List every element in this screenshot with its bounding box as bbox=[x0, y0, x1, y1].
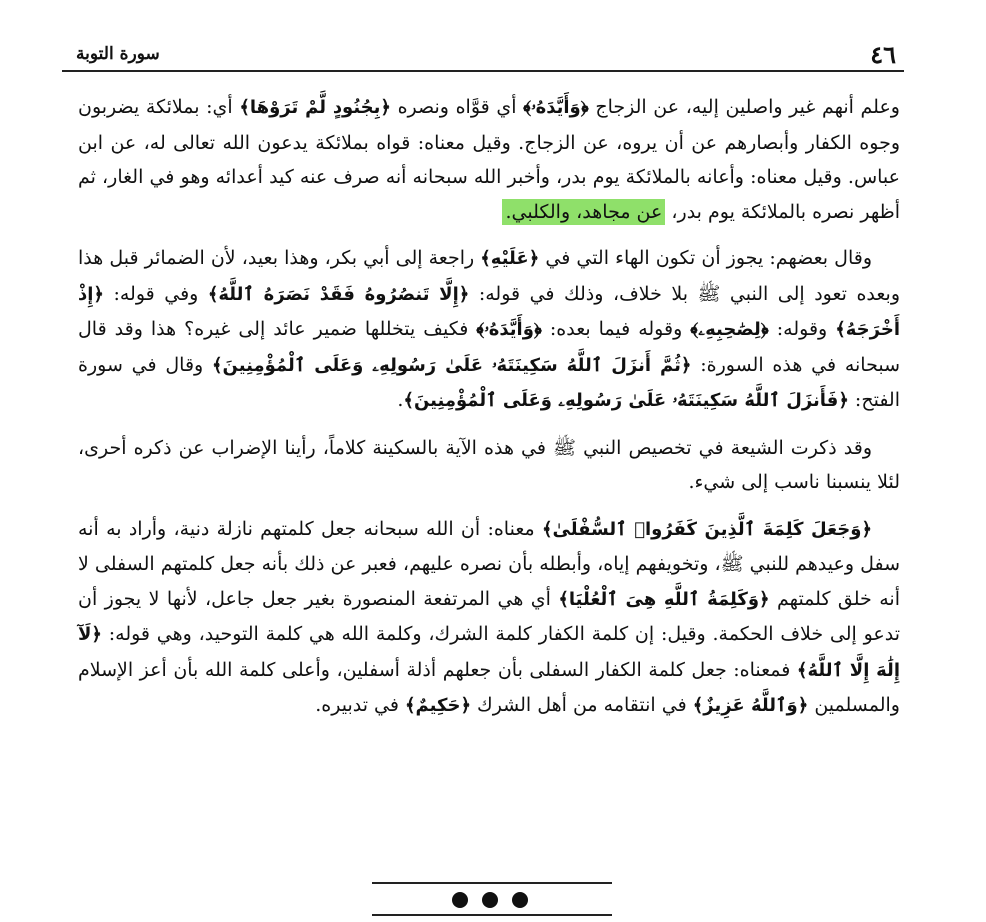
text-segment: معناه: أن الله سبحانه جعل كلمتهم نازلة دنية، وأراد به أنه سفل وعيدهم للنبي ﷺ، وتخويفهم إياه، وأبطله بأن نصره عليهم، فعبر عن ذلك بأنه جعل كلمتهم السفلى لا أنه خلق كلمتهم bbox=[78, 517, 900, 610]
paragraph bbox=[78, 90, 900, 229]
quran-quote: ﴿إِلَّا تَنصُرُوهُ فَقَدْ نَصَرَهُ ٱللَّهُ﴾ bbox=[207, 283, 470, 305]
text-segment: أي هي المرتفعة المنصورة بغير جعل جاعل، لأنها لا يجوز أن تدعو إلى خلاف الحكمة. وقيل: إن كلمة الكفار كلمة الشرك، وكلمة الله هي كلمة التوحيد، وهي قوله: bbox=[78, 587, 900, 645]
text-segment: في تدبيره. bbox=[315, 694, 405, 716]
footer-rule-bottom bbox=[372, 914, 612, 916]
text-segment: أي: بملائكة يضربون وجوه الكفار وأبصارهم عن أن يروه، عن الزجاج. وقيل معناه: قواه بملائكة يدعون الله تعالى له، عن ابن عباس. وقيل معناه: وأعانه بالملائكة يوم بدر، وأخبر الله سبحانه أنه صرف عنه كيد أعدائه وهو في الغار، ثم أظهر نصره بالملائكة يوم بدر، bbox=[78, 96, 900, 223]
quran-quote: ﴿وَأَيَّدَهُۥ﴾ bbox=[523, 97, 589, 118]
quran-quote: ﴿لِصَٰحِبِهِۦ﴾ bbox=[690, 319, 769, 340]
text-segment: وقال بعضهم: يجوز أن تكون الهاء التي في bbox=[539, 247, 872, 269]
quran-quote: ﴿بِجُنُودٍ لَّمْ تَرَوْهَا﴾ bbox=[239, 97, 391, 118]
text-segment: وقوله فيما بعده: bbox=[541, 318, 691, 340]
text-segment: فمعناه: جعل كلمة الكفار السفلى بأن جعلهم أذلة أسفلين، وأعلى كلمة الله بأن أعز الإسلام والمسلمين bbox=[78, 658, 900, 716]
text-segment: وقد ذكرت الشيعة في تخصيص النبي ﷺ في هذه الآية بالسكينة كلاماً، رأينا الإضراب عن ذكره أحرى، لئلا ينسبنا ناسب إلى شيء. bbox=[78, 436, 900, 493]
quran-quote: ﴿حَكِيمٌ﴾ bbox=[405, 695, 471, 716]
quran-quote: ﴿ثُمَّ أَنزَلَ ٱللَّهُ سَكِينَتَهُۥ عَلَىٰ رَسُولِهِۦ وَعَلَى ٱلْمُؤْمِنِينَ﴾ bbox=[212, 354, 692, 376]
quran-quote: ﴿وَأَيَّدَهُۥ﴾ bbox=[476, 319, 542, 340]
text-segment: وقوله: bbox=[768, 318, 836, 340]
text-segment: راجعة إلى أبي بكر، وهذا بعيد، لأن الضمائر قبل هذا وبعده تعود إلى النبي ﷺ بلا خلاف، وذلك في قوله: bbox=[78, 247, 900, 305]
text-segment: وفي قوله: bbox=[103, 282, 208, 305]
footer-rule-top bbox=[372, 882, 612, 884]
paragraph bbox=[78, 431, 900, 500]
ornament-dot bbox=[452, 892, 468, 908]
quran-quote: ﴿عَلَيْهِ﴾ bbox=[480, 248, 540, 269]
text-segment: وعلم أنهم غير واصلين إليه، عن الزجاج bbox=[588, 96, 900, 118]
text-segment: في انتقامه من أهل الشرك bbox=[471, 694, 693, 716]
text-segment: . bbox=[397, 389, 404, 411]
text-segment: فكيف يتخللها ضمير عائد إلى غيره؟ هذا وقد قال سبحانه في هذه السورة: bbox=[78, 318, 901, 376]
ornament-dot bbox=[482, 892, 498, 908]
highlighted-text: عن مجاهد، والكلبي. bbox=[502, 199, 665, 225]
quran-quote: ﴿إِذْ أَخْرَجَهُ﴾ bbox=[78, 283, 900, 340]
quran-quote: ﴿وَٱللَّهُ عَزِيزٌ﴾ bbox=[692, 695, 809, 716]
section-end-ornament bbox=[440, 888, 540, 912]
text-segment: أي قوَّاه ونصره bbox=[390, 96, 524, 118]
page-header bbox=[62, 40, 904, 72]
paragraph bbox=[78, 241, 900, 419]
surah-title: سورة التوبة bbox=[76, 44, 160, 64]
quran-quote: ﴿وَجَعَلَ كَلِمَةَ ٱلَّذِينَ كَفَرُوا۟ ٱلسُّفْلَىٰ﴾ bbox=[541, 518, 872, 540]
text-segment: وقال في سورة الفتح: bbox=[78, 353, 900, 411]
quran-quote: ﴿فَأَنزَلَ ٱللَّهُ سَكِينَتَهُۥ عَلَىٰ رَسُولِهِۦ وَعَلَى ٱلْمُؤْمِنِينَ﴾ bbox=[403, 390, 849, 411]
page-number: ٤٦ bbox=[870, 40, 896, 69]
paragraph bbox=[78, 512, 900, 724]
ornament-dot bbox=[512, 892, 528, 908]
quran-quote: ﴿لَآ إِلَٰهَ إِلَّا ٱللَّهُ﴾ bbox=[78, 624, 900, 681]
commentary-text bbox=[78, 90, 900, 724]
quran-quote: ﴿وَكَلِمَةُ ٱللَّهِ هِىَ ٱلْعُلْيَا﴾ bbox=[558, 588, 770, 610]
